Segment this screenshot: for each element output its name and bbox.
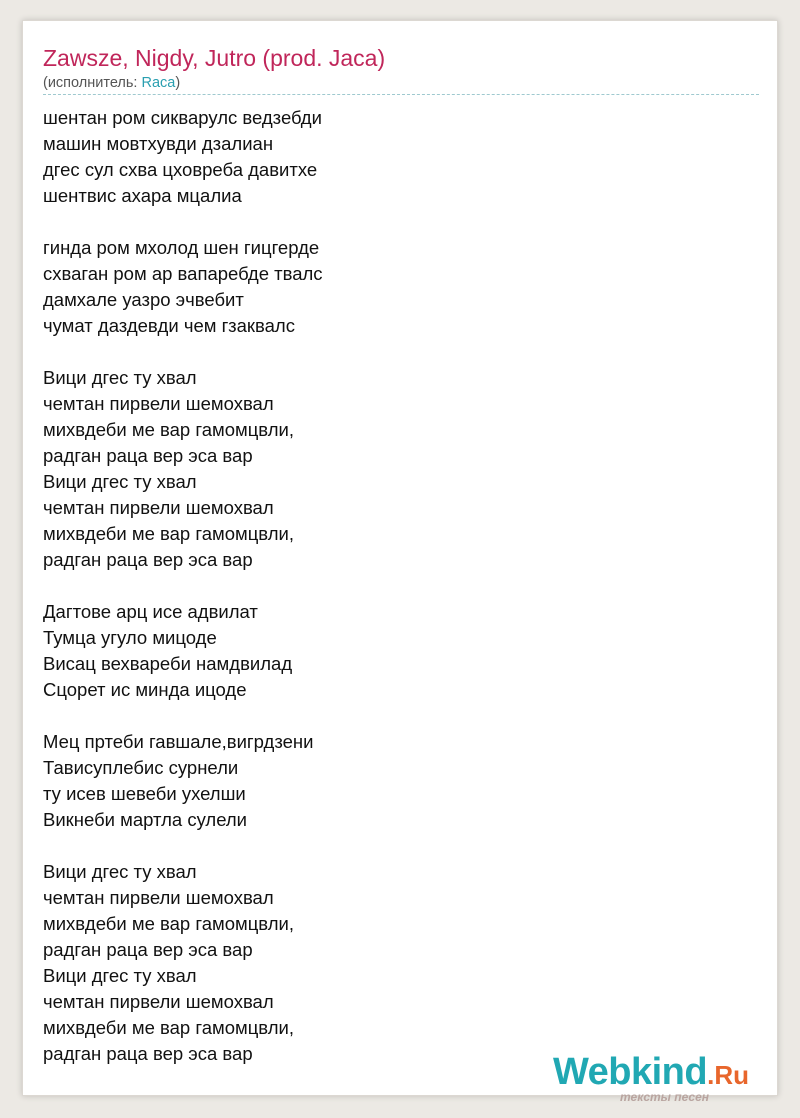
lyrics-line: михвдеби ме вар гамомцвли, [43, 913, 294, 934]
lyrics-line: чемтан пирвели шемохвал [43, 991, 274, 1012]
lyrics-line: радган раца вер эса вар [43, 445, 253, 466]
lyrics-line: михвдеби ме вар гамомцвли, [43, 523, 294, 544]
performer-suffix: ) [175, 75, 181, 91]
song-title: Zawsze, Nigdy, Jutro (prod. Jaca) [43, 45, 386, 71]
lyrics-line: радган раца вер эса вар [43, 1043, 253, 1064]
logo-brand: Webkind [552, 1051, 708, 1093]
lyrics-line: чемтан пирвели шемохвал [43, 497, 274, 518]
lyrics-text [43, 105, 743, 1093]
lyrics-line: Вици дгес ту хвал [43, 965, 197, 986]
lyrics-line: шентан ром сикварулс ведзебди [43, 107, 322, 128]
lyrics-line: машин мовтхувди дзалиан [43, 133, 274, 154]
performer-prefix: (исполнитель: [43, 75, 142, 91]
performer-line [43, 73, 180, 93]
lyrics-line: радган раца вер эса вар [43, 549, 253, 570]
lyrics-line: схваган ром ар вапаребде твалс [43, 263, 323, 284]
lyrics-line: дамхале уазро эчвебит [43, 289, 244, 310]
lyrics-line: Викнеби мартла сулели [43, 809, 248, 830]
lyrics-line: Вици дгес ту хвал [43, 861, 197, 882]
lyrics-line: чемтан пирвели шемохвал [43, 393, 274, 414]
lyrics-line: радган раца вер эса вар [43, 939, 253, 960]
lyrics-stanza [43, 365, 743, 573]
lyrics-line: ту исев шевеби ухелши [43, 783, 246, 804]
lyrics-line: Тумца угуло мицоде [43, 627, 217, 648]
lyrics-line: Дагтове арц исе адвилат [43, 601, 258, 622]
lyrics-line: чумат даздевди чем гзаквалс [43, 315, 295, 336]
lyrics-card [22, 20, 778, 1104]
lyrics-line: Вици дгес ту хвал [43, 471, 197, 492]
header-divider [43, 94, 759, 95]
lyrics-line: чемтан пирвели шемохвал [43, 887, 274, 908]
lyrics-stanza [43, 599, 743, 703]
lyrics-line: Тависуплебис сурнели [43, 757, 239, 778]
lyrics-stanza [43, 859, 743, 1067]
lyrics-line: Мец пртеби гавшале,вигрдзени [43, 731, 314, 752]
lyrics-line: дгес сул схва цховреба давитхе [43, 159, 318, 180]
lyrics-line: Вици дгес ту хвал [43, 367, 197, 388]
logo-tld: .Ru [707, 1060, 749, 1090]
logo-tagline: тексты песен [620, 1090, 709, 1104]
artist-link[interactable]: Raca [141, 75, 176, 91]
lyrics-line: шентвис ахара мцалиа [43, 185, 242, 206]
lyrics-line: Сцорет ис минда ицоде [43, 679, 247, 700]
lyrics-stanza [43, 105, 743, 209]
site-logo [552, 1051, 749, 1104]
lyrics-stanza [43, 235, 743, 339]
lyrics-line: михвдеби ме вар гамомцвли, [43, 1017, 294, 1038]
lyrics-line: Висац вехвареби намдвилад [43, 653, 293, 674]
lyrics-stanza [43, 729, 743, 833]
lyrics-line: гинда ром мхолод шен гицгерде [43, 237, 320, 258]
lyrics-line: михвдеби ме вар гамомцвли, [43, 419, 294, 440]
